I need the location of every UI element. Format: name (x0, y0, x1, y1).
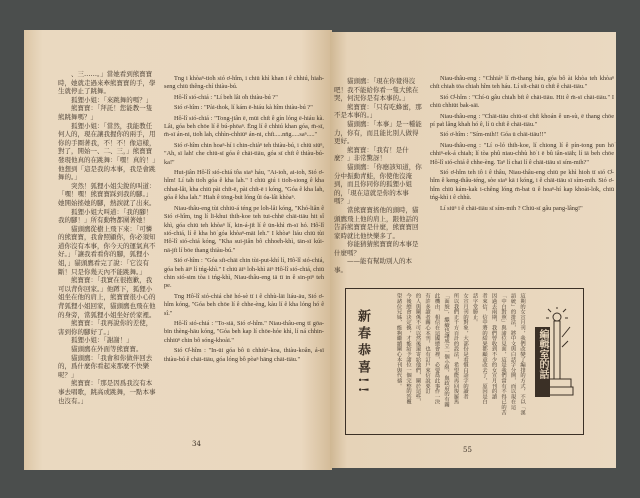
paragraph: 熊寶寶：「我有！是什麼？」非常驚訝！ (334, 145, 409, 163)
paragraph: Tng Hô͘-lî sió-chiá chē hó-sè tī i ê chhù-lāi liáu-āu, Sió ơ-hîm kóng, "Góa beh chōe lí ê chhe-èng, kàu lí ê kha lóng hó ê sî." (164, 292, 324, 317)
paragraph: 貓頭鷹從樹上飛下來：「可憐的熊寶寶，我會照顧你，你必須知道你沒有本事，你今天的運氣真不好。」「讓我看看你的腳，狐狸小姐，」貓頭鷹看完了說：「它沒有斷！只是你幾天內不能跳舞。」 (58, 224, 156, 276)
paragraph: ——能有幫助別人的本事。 (334, 257, 412, 275)
paragraph: Sió Ơ-hîm : "Chí-ū gâu chia̍h bi̍t ê chāi-tiāu. Hit ê m̄-sī chāi-tiāu." I chiū chhiūt bak-sāi. (430, 93, 614, 110)
editor-note-line: 女宣月刊的對象，大部份是看慣白話字的讀者 (462, 293, 468, 399)
paragraph: 你能猜猜熊寶寶的本事是什麼嗎？ (334, 240, 419, 257)
paragraph: 熊寶寶：「那是因爲我沒有本事去唱歌，跳高或跳舞，一點本事也沒有。」 (58, 379, 156, 405)
paragraph: 貓頭鷹在外面等熊寶寶。 (71, 345, 143, 353)
paragraph: 貓頭鷹：「我會和你做伴回去的，爲什麼你看起來那麼不快樂呢？」 (58, 353, 153, 379)
editor-note-line: 因過去兩期，我們曾收到不少的女宣月刊的讀 (490, 293, 497, 399)
paragraph: Sió ơ-hîm chin hoaⁿ-hí i chin-chiàⁿ teh thiàu-bú, i chiū siūⁿ, "Ah, sī lah! che chiū-sī góa ê chāi-tiāu, góa sī chi̍t ê thiàu-bú-ka!" (164, 141, 324, 166)
editor-note-line: 語統」的排法，將中文與白話字分開，而以現在這 (509, 293, 516, 410)
paragraph: Hut-jiân Hô͘-lî sió-chiá tôa siaⁿ háu, "Ai-ioh, ai-ioh, Sió ơ-hîm! Lí ta̍h tio̍h góa ê kha lah." I chiū giú i tio̍h-siong ê kha chhat-lâi, kha chiū pài chi̍t-ē, pài chi̍t-ē i kóng, "Góa ê kha lah, góa ê kha lah." Hiah ê tōng-bu̍t lóng ûi óa-lâi khòaⁿ. (164, 169, 324, 202)
paragraph: 狐狸小姐：「謝謝！」 (71, 336, 133, 345)
left-romanized-column (164, 75, 324, 366)
right-page (330, 32, 616, 468)
editor-note-line: 的人與關係不可以然後還寄給他們，關於這些， (414, 293, 421, 405)
paragraph: 當熊寶寶搖他的頭時，貓頭鷹飛上他的肩上，跟他話的告訴熊寶寶是什麼，熊寶寶回家時就比他快樂多了。 (334, 205, 419, 240)
paragraph: Sió ơ-hîm : "Pài-thok, lí kám ē-hiáu kà hîm thiàu-bú ?" (174, 104, 313, 112)
new-year-greeting: 新春恭喜!! (355, 309, 370, 397)
paragraph: Tng i khòaⁿ-tio̍h sió ơ-hîm, i chiū khì khan i ê chhiú, hiah-seng chiū thêng-chí thiàu-bú. (164, 75, 324, 91)
paragraph: 突然！狐狸小姐尖銳的叫道：「嘿！嘿！熊寶寶踩到我的腳。」她開始搖她的腳，熱淚就了出來。 (58, 181, 156, 207)
paragraph: Niau-thâu-eng : "Lí o-ló thih-koe, lí chiong lí ê pín-tong pun hō͘ chhiⁿ-ek-á chiah; lí tòa phû niau-chhù hō͘ i ē bû iân-siāh; lí iā beh chōe Hô͘-lî sió-chiá ê chhe-èng. Taⁿ lí chai lí ê chāi-tiāu sī sím-mih?" (430, 141, 614, 166)
editor-note-line: 此機由，相信在這國總會裡，必要爲此事作一決 (433, 293, 440, 405)
paragraph: Sió ơ-hîm : "Góa si̍t-chāi chin tùi-put-khí lí, Hô͘-lî sió-chiá, góa beh āiⁿ lí tńg-khì." I chiū āiⁿ lo̍h-khì āiⁿ Hô͘-lî sió-chiá, chiū chin sió-sim tòa i tńg-khì, Niau-thâu-eng iā tī in ê sin-piⁿ teh pe. (164, 257, 324, 290)
paragraph: 熊寶寶：「拜託！您能教一隻熊跳舞嗎？」 (58, 104, 153, 121)
paragraph: Niau-thâu-eng tùi chhiū-á téng pe lo̍h-lâi kóng, "Khó-liân ê Sió ơ-hîm, tng lí lī-khui thih-koe teh tui-chhē chāi-tiāu hit sî khì, góa chiū teh khòaⁿ lí, kin-á-ji̍t lí ê ūn-khì m̄-sī hó. Hô͘-lî sió-chiá, lí ê kha hō͘ góa khòaⁿ-māi leh." I khòaⁿ liáu chiū tùi Hô͘-lî sió-chiá kóng, "Kha sui-jiân bô chhoe̍h-khì, tān-sī kúi-nā-ji̍t lí bōe thang thiàu-bú." (164, 204, 324, 254)
editor-note-line: 今後總會決定換，才能給予諸位一個完整的答覆 (405, 293, 411, 405)
editor-note-line: 「中白對照」與諸位見面，這是我們當有不得已的苦 (500, 293, 506, 415)
editor-note-line: 所以我們正千方百計的設法，希望能再回復羅馬 (452, 293, 459, 405)
paragraph: 、三……。」當她看到熊寶寶時，她就走過來牽熊寶寶的手，學生就停止了跳舞。 (58, 70, 156, 96)
editor-note-line: 望諸位兄姊，能夠繼續關心本刊與代禱。 (395, 293, 402, 389)
editor-note-line: 者來信，信中將的結果都顧意改去了，原因是白 (481, 293, 487, 405)
paragraph: 貓頭鷹：「現在你覺得沒吧！我不能給你看一隻大熊在哭，何況你是有本事的。」 (334, 77, 419, 103)
paragraph: 熊寶寶：「我實在很抱歉，我可以背你回家。」他蹲下，狐狸小姐坐在他的肩上，熊寶寶很小心的背狐狸小姐回家，貓頭鷹也飛在他的身旁，當狐狸小姐坐好於家裡。 (58, 276, 156, 319)
right-romanized-column (430, 75, 614, 215)
editor-note-line: 話字堂勝止。 (471, 293, 478, 325)
paragraph: 貓頭鷹：「你應該知道，你分中振動青蛙，你使他沒淹到，而且你同你的狐狸小姐的，「現在這就是你的本事嗎？」 (334, 162, 422, 206)
paragraph: Hô͘-lî sió-chiá : "Lí beh lâi o̍h thiàu-bú ?" (174, 93, 278, 101)
editor-note-line: 這期的女宣月刊，我們改變了編排的方式，不以「漢 (519, 293, 525, 415)
paragraph: Hô͘-lî sió-chiá : "Tong-jiân ē, mūi chi̍t ê gín lóng ē-hiáu kà. Lâi, góa beh chōe lí ê bú-phōaⁿ. Ēng lí ê chhiú khan góa, m̄-sī, m̄-sī án-ni, tio̍h lah, chhìn-chhiūⁿ án-ni, chi̍t.....nn̄g.....saⁿ....." (164, 114, 324, 139)
left-chinese-column (58, 70, 158, 405)
paragraph: Lí siūⁿ i ê chāi-tiāu sī sím-mih ? Chiū-sī gâu pang-lâng!" (440, 204, 583, 212)
paragraph: 狐狸小姐大叫道：「我的腳！我的腳！」所有動物都圍著她！ (58, 207, 153, 225)
paragraph: Sió Ơ-hîm : "In-ūi góa bô ū chhiùⁿ-koa, thiàu-koân, á-sī thiàu-bú ê chāi-tiāu, góa lóng bô pòaⁿ hāng chāi-tiāu." (164, 347, 324, 363)
paragraph: Niau-thâu-eng : "Chhiáⁿ lí m̄-thang háu, góa bô ài khòa teh khòaⁿ chi̍t chiah tōa chiah hîm teh háu. Lí si̍t-chāi ū chi̍t ê chāi-tiāu." (430, 75, 614, 91)
page-number-right: 55 (463, 446, 472, 454)
paragraph: 熊寶寶：「只有吃蜂蜜，那不是本事的。」 (334, 102, 422, 120)
paragraph: Niau-thâu-eng : "Chāi-tiāu chiū-sī chi̍t khoán ê un-sù, ē thang chōe pí pa̍t lâng khah hó ê, lí ū chi̍t ê chāi-tiāu." (430, 112, 614, 129)
lamp-illustration-icon (531, 307, 575, 403)
right-chinese-column (334, 77, 424, 275)
page-number-left: 34 (192, 440, 201, 448)
editor-room-badge: 編輯室的話 (537, 329, 548, 379)
paragraph: 狐狸小姐：「當然，我能教任何人的，現在讓我握你的兩手，用你的手圈著我，不！不！像這樣，對了，開始一、二、三，」熊寶寶發現他真的在跳舞：「嘿！真的！」他想到「這是我的本事，我是會跳舞的。」 (58, 121, 156, 182)
paragraph: 狐狸小姐：「來跳舞的嗎？」 (71, 95, 153, 104)
paragraph: Sió ơ-hîm teh iô i ê thâu, Niau-thâu-eng chiū pe khì hioh tī sió Ơ-hîm ê keng-thâu-téng, sòe siaⁿ kā i kóng, i ê chāi-tiāu sī sím-mih. Sió ơ-hîm chiū kám-kak i-chêng lóng m̄-bat ū ê hoaⁿ-hí kap khoài-lo̍k, chiū tńg-khì i ê chhù. (430, 169, 614, 202)
paragraph: 貓頭鷹：「本事」是一種能力，你有，而且能比別人做得更好。 (334, 119, 422, 146)
editor-note-line: 有許多讀者關心本刊，也有訂戶來信說要訂 (424, 293, 430, 394)
paragraph: Hô͘-lî sió-chiá : "To-siā, Sió ơ-hîm." Niau-thâu-eng tī gōa-bīn thèng-hāu kóng, "Góa beh kap lí chōe-hóe khì, lí ná chhin-chhiūⁿ chin bô sóng-khoài." (164, 319, 324, 344)
paragraph: 熊寶寶：「我再說你的差使，害到你的腳好了。」 (58, 319, 153, 336)
left-page (24, 30, 332, 470)
editor-note-text (386, 293, 526, 431)
editor-note-box (345, 288, 584, 435)
editor-note-line: 「面貌」，繼續也讓成立一個小組，與政府的有關 (443, 293, 449, 407)
paragraph: Sió ơ-hîm : "Sím-mih!! Góa ū chāi-tiāu!!" (440, 131, 547, 139)
